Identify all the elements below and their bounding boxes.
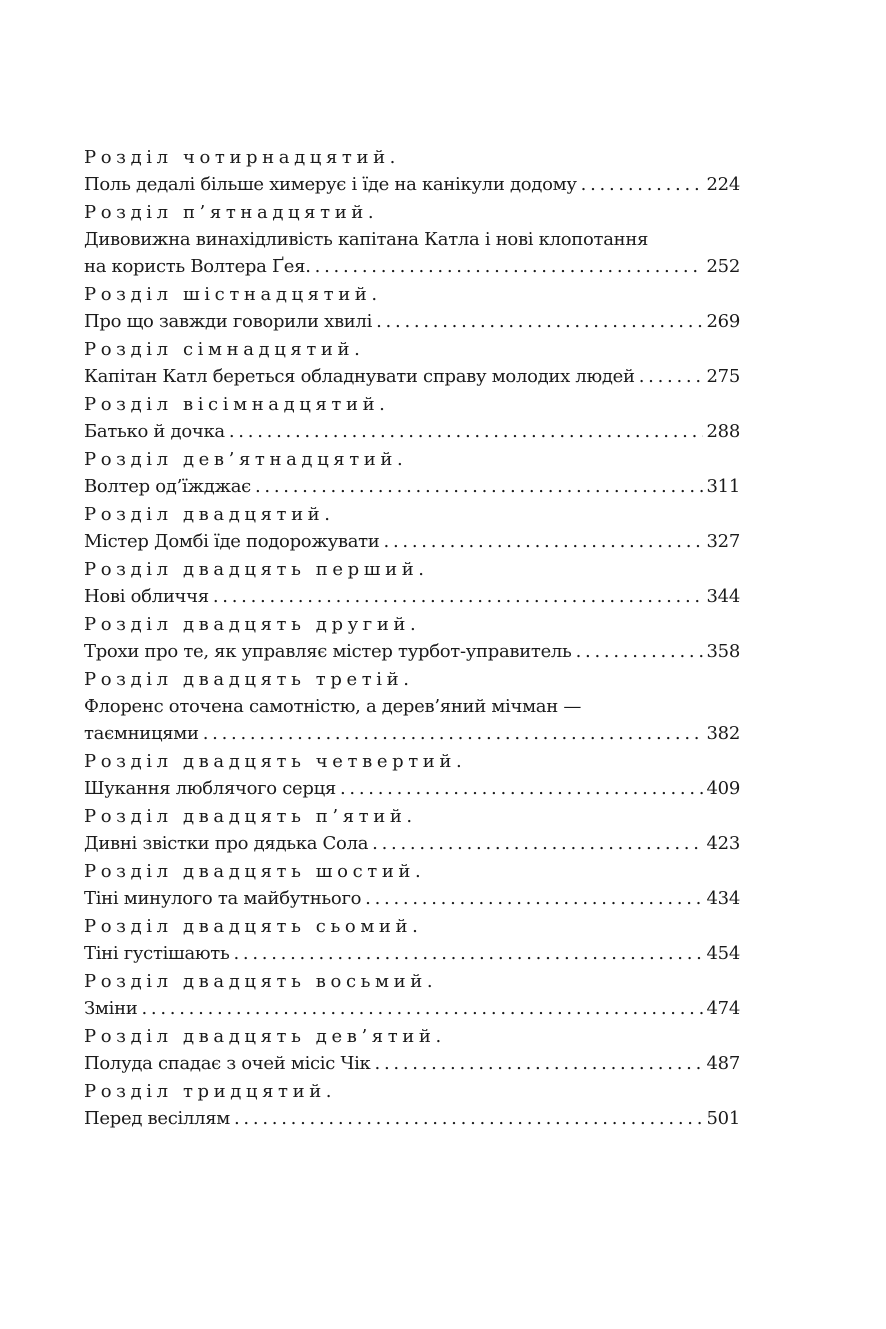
toc-entry [84,556,740,611]
dot-leader [315,253,703,281]
chapter-title-row [84,171,740,199]
page-number: 358 [706,641,740,662]
chapter-heading: Розділ двадцять п’ятий. [84,806,417,827]
page-number: 311 [706,476,740,497]
chapter-title-row [84,528,740,556]
page-number: 224 [706,174,740,195]
chapter-title-line: Дивовижна винахідливість капітана Катла і нові клопотання [84,229,649,250]
page-number: 474 [706,998,740,1019]
page-number: 344 [706,586,740,607]
dot-leader [141,995,702,1023]
page-number: 275 [706,366,740,387]
chapter-title-row [84,1105,740,1133]
chapter-title: Шукання люблячого серця [84,778,336,799]
chapter-title-row [84,253,740,281]
page-number: 269 [706,311,740,332]
chapter-title: Містер Домбі їде подорожувати [84,531,380,552]
dot-leader [384,528,703,556]
chapter-heading: Розділ двадцять четвертий. [84,751,467,772]
dot-leader [576,638,703,666]
page-number: 501 [706,1108,740,1129]
chapter-title: Полуда спадає з очей місіс Чік [84,1053,371,1074]
dot-leader [372,830,702,858]
toc-entry [84,199,740,281]
chapter-heading: Розділ дев’ятнадцятий. [84,449,408,470]
chapter-heading: Розділ двадцять перший. [84,559,429,580]
chapter-title-row [84,418,740,446]
dot-leader [581,171,703,199]
page-number: 454 [706,943,740,964]
chapter-title: Перед весіллям [84,1108,230,1129]
toc-entry [84,391,740,446]
toc-entry [84,336,740,391]
chapter-heading: Розділ двадцять другий. [84,614,421,635]
dot-leader [213,583,703,611]
dot-leader [375,1050,703,1078]
toc-entry [84,1023,740,1078]
toc-entry [84,611,740,666]
chapter-title: Поль дедалі більше химерує і їде на канікули додому [84,174,577,195]
table-of-contents [84,144,740,1133]
dot-leader [376,308,702,336]
dot-leader [229,418,703,446]
page-number: 487 [706,1053,740,1074]
chapter-title: Батько й дочка [84,421,225,442]
chapter-heading: Розділ п’ятнадцятий. [84,202,379,223]
page-number: 382 [706,723,740,744]
chapter-heading: Розділ двадцятий. [84,504,335,525]
chapter-title-line: Флоренс оточена самотністю, а дерев’яний мічман — [84,696,582,717]
page-number: 434 [706,888,740,909]
page-number: 288 [706,421,740,442]
chapter-heading: Розділ вісімнадцятий. [84,394,390,415]
chapter-title: Про що завжди говорили хвилі [84,311,373,332]
toc-entry [84,1078,740,1133]
toc-entry [84,968,740,1023]
chapter-title-row [84,940,740,968]
chapter-heading: Розділ двадцять восьмий. [84,971,438,992]
chapter-title-row [84,638,740,666]
chapter-title: таємницями [84,723,199,744]
chapter-title: Трохи про те, як управляє містер турбот-управитель [84,641,572,662]
dot-leader [234,1105,703,1133]
chapter-heading: Розділ двадцять дев’ятий. [84,1026,446,1047]
dot-leader [203,720,703,748]
chapter-title: Капітан Катл береться обладнувати справу молодих людей [84,366,635,387]
page-number: 409 [706,778,740,799]
dot-leader [255,473,703,501]
toc-entry [84,281,740,336]
page-number: 252 [706,256,740,277]
toc-entry [84,446,740,501]
page-number: 327 [706,531,740,552]
chapter-title: Волтер од’їжджає [84,476,251,497]
toc-entry [84,666,740,748]
chapter-title: Нові обличчя [84,586,209,607]
chapter-title-row [84,308,740,336]
chapter-title: Зміни [84,998,138,1019]
toc-entry [84,144,740,199]
chapter-title: Дивні звістки про дядька Сола [84,833,369,854]
toc-entry [84,858,740,913]
chapter-title-row [84,1050,740,1078]
chapter-title-row [84,473,740,501]
chapter-title-row [84,830,740,858]
dot-leader [233,940,702,968]
chapter-title-row [84,363,740,391]
toc-entry [84,803,740,858]
chapter-title: Тіні густішають [84,943,230,964]
chapter-heading: Розділ сімнадцятий. [84,339,365,360]
toc-entry [84,913,740,968]
chapter-heading: Розділ двадцять шостий. [84,861,426,882]
chapter-title: на користь Волтера Ґея. [84,256,311,277]
toc-entry [84,748,740,803]
chapter-title-row [84,583,740,611]
chapter-heading: Розділ двадцять сьомий. [84,916,423,937]
chapter-title-row [84,885,740,913]
chapter-heading: Розділ чотирнадцятий. [84,147,400,168]
dot-leader [365,885,702,913]
chapter-heading: Розділ двадцять третій. [84,669,414,690]
dot-leader [340,775,703,803]
page-number: 423 [706,833,740,854]
chapter-title-row [84,995,740,1023]
chapter-heading: Розділ тридцятий. [84,1081,337,1102]
toc-entry [84,501,740,556]
chapter-heading: Розділ шістнадцятий. [84,284,382,305]
chapter-title-row [84,720,740,748]
chapter-title: Тіні минулого та майбутнього [84,888,362,909]
chapter-title-row [84,775,740,803]
dot-leader [639,363,703,391]
